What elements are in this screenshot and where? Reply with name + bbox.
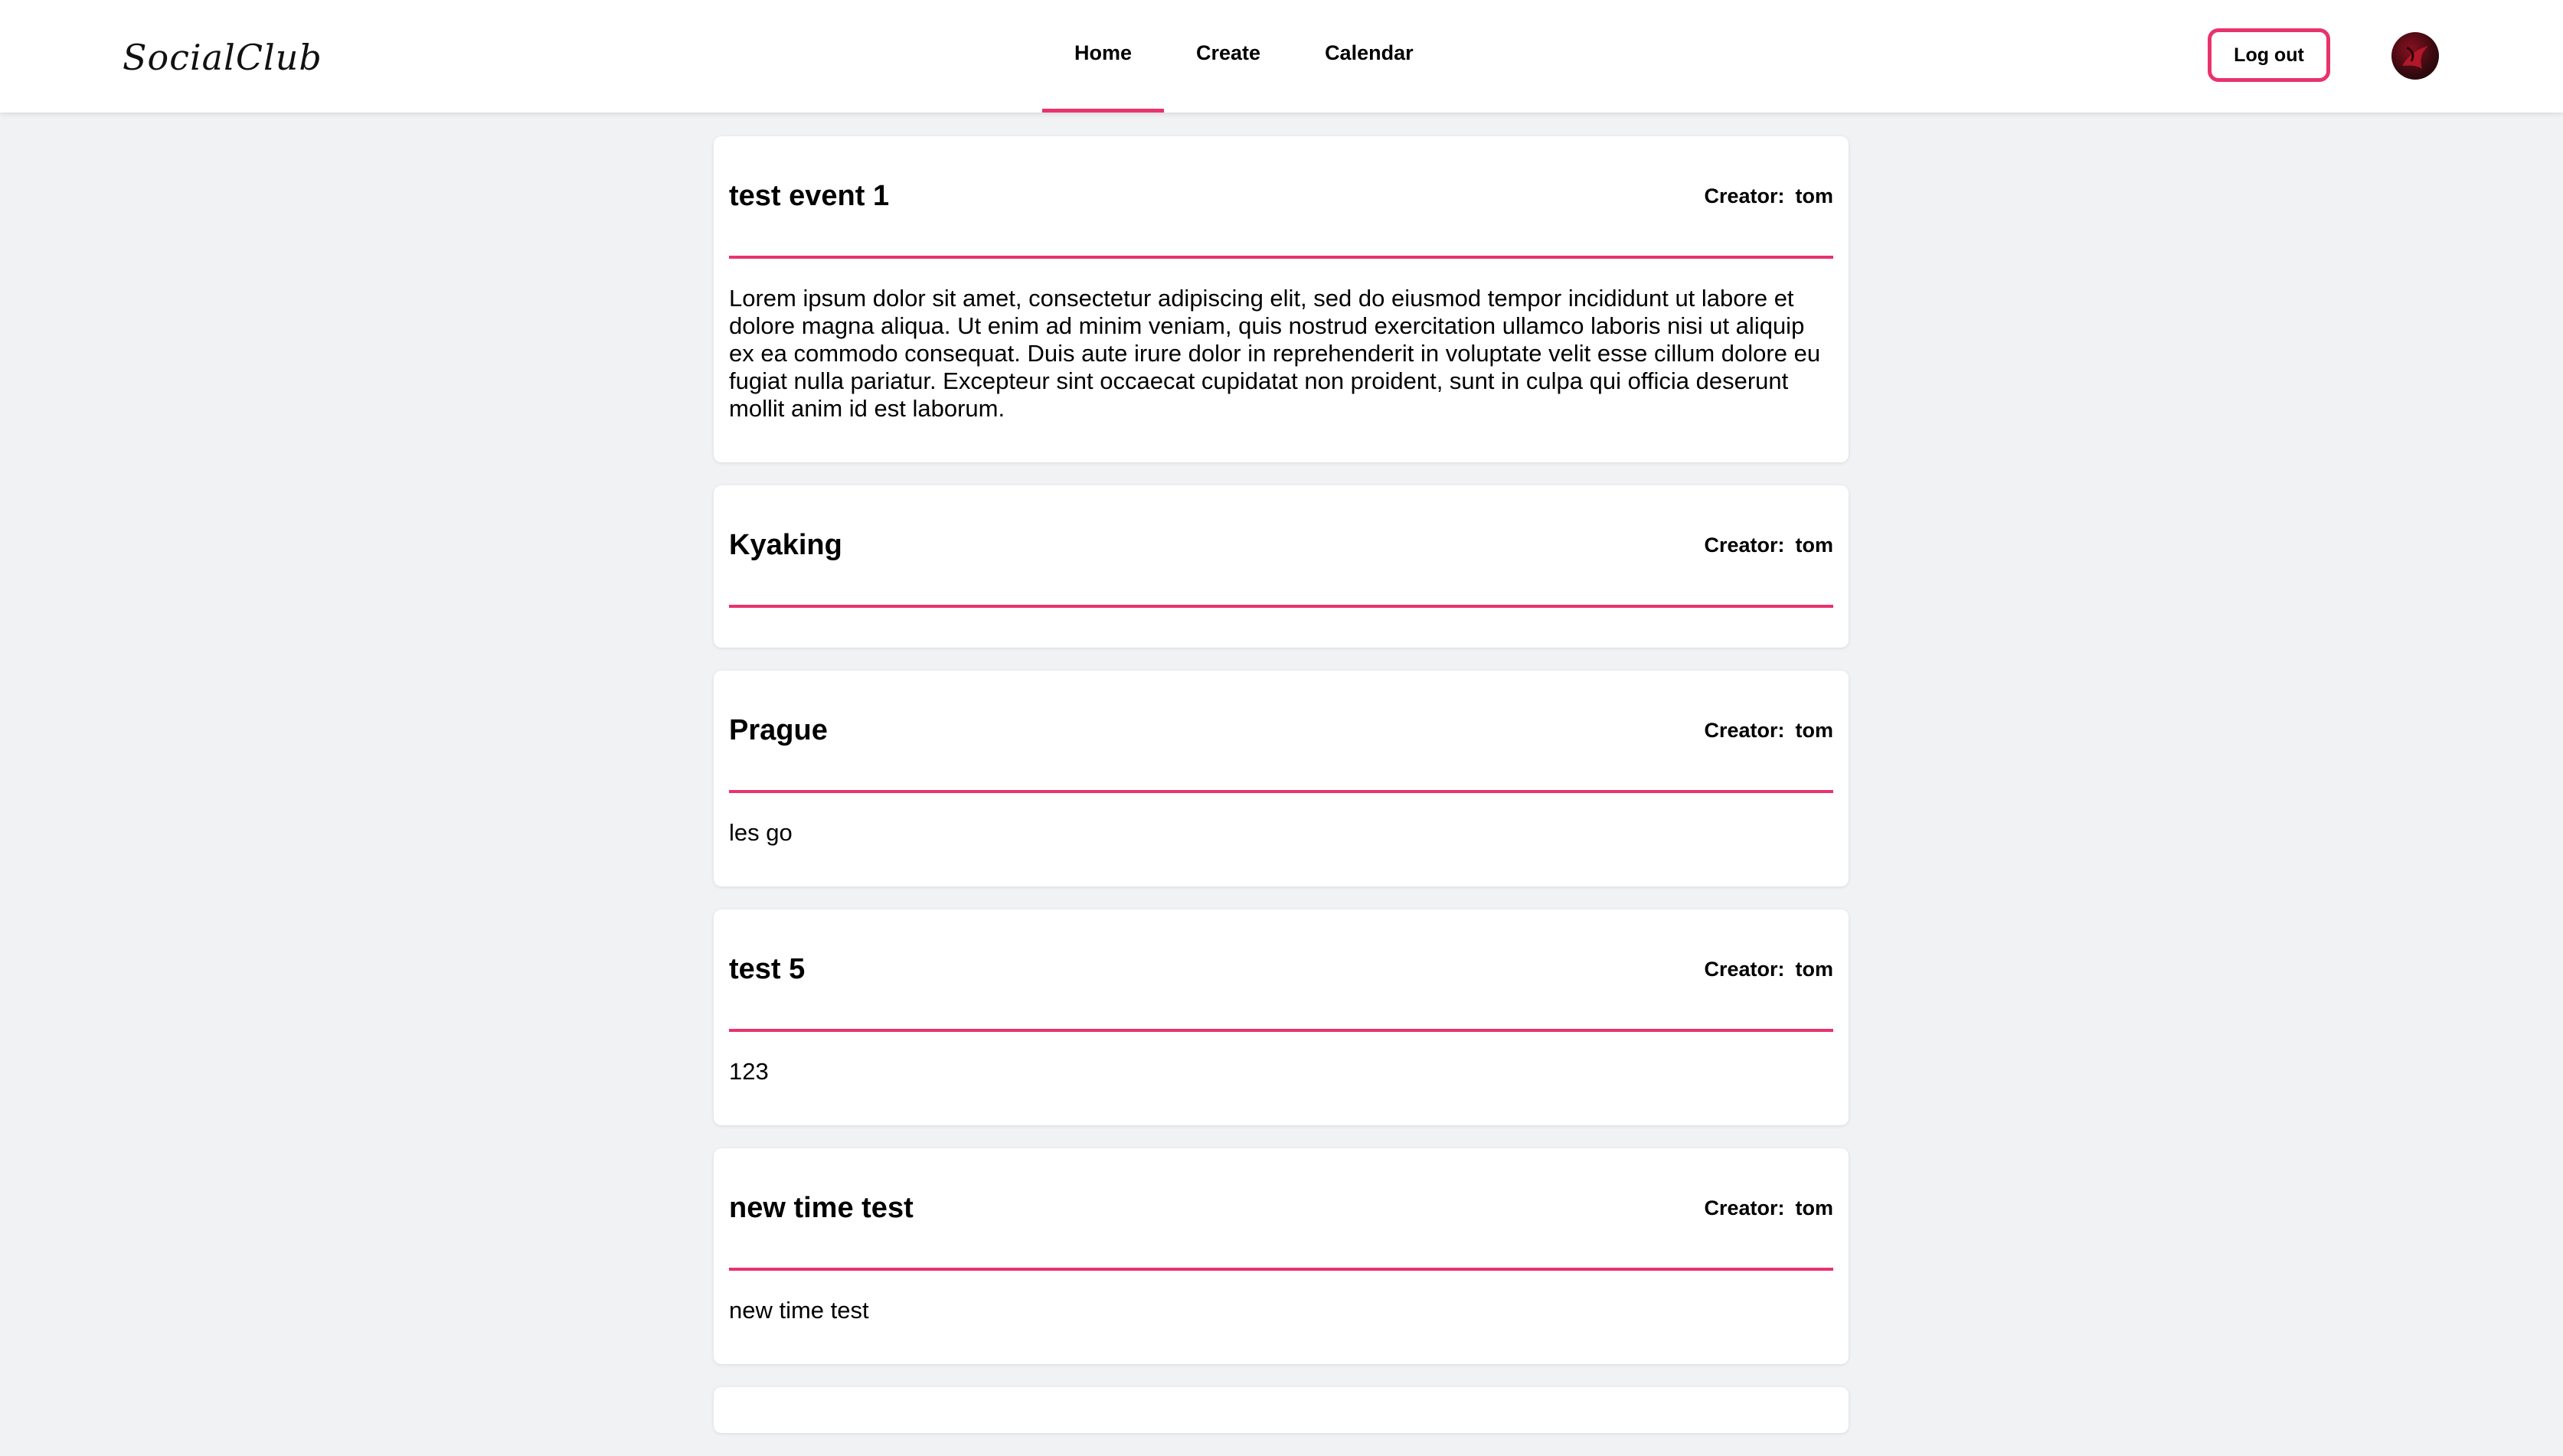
event-description [729,608,1833,648]
event-title: Kyaking [729,528,842,561]
event-creator [1704,719,1833,743]
event-card[interactable] [714,1387,1849,1433]
creator-label: Creator: [1704,533,1785,557]
nav-create[interactable]: Create [1196,41,1261,64]
logout-button[interactable]: Log out [2208,28,2330,82]
creator-label: Creator: [1704,957,1785,981]
event-card[interactable] [714,136,1849,462]
event-card-header [729,671,1833,793]
creator-name: tom [1795,533,1833,557]
top-navbar [0,0,2563,113]
event-card-header [729,136,1833,259]
event-title: test event 1 [729,179,890,212]
event-card-header [729,909,1833,1032]
event-card[interactable] [714,485,1849,648]
event-card[interactable] [714,909,1849,1125]
event-card-header [729,485,1833,608]
event-creator [1704,958,1833,981]
creator-label: Creator: [1704,1196,1785,1219]
event-creator [1704,184,1833,208]
creator-name: tom [1795,184,1833,207]
creator-name: tom [1795,957,1833,981]
event-title: test 5 [729,952,806,985]
nav-calendar[interactable]: Calendar [1325,41,1414,64]
event-description: 123 [729,1058,769,1085]
event-card[interactable] [714,671,1849,886]
event-description: les go [729,819,793,846]
event-card-header [729,1148,1833,1271]
event-title: Prague [729,713,828,746]
creator-name: tom [1795,1196,1833,1219]
creator-name: tom [1795,718,1833,742]
nav-home[interactable]: Home [1042,0,1164,113]
event-title: new time test [729,1191,914,1224]
site-logo[interactable]: SocialClub [123,37,322,78]
user-avatar[interactable] [2391,32,2439,80]
main-nav [1042,0,1446,113]
event-feed [714,136,1849,1456]
creator-label: Creator: [1704,184,1785,207]
avatar-image-icon [2391,32,2439,80]
event-creator [1704,1196,1833,1220]
event-description: Lorem ipsum dolor sit amet, consectetur adipiscing elit, sed do eiusmod tempor incididunt ut labore et dolore magna aliqua. Ut enim ad minim veniam, quis nostrud exercitation ullamco laboris nisi ut aliquip ex ea commodo consequat. Duis aute irure dolor in reprehenderit in voluptate velit esse cillum dolore eu fugiat nulla pariatur. Excepteur sint occaecat cupidatat non proident, sunt in culpa qui officia deserunt mollit anim id est laborum. [729,285,1821,422]
event-creator [1704,534,1833,557]
creator-label: Creator: [1704,718,1785,742]
event-card[interactable] [714,1148,1849,1364]
event-description: new time test [729,1297,869,1324]
